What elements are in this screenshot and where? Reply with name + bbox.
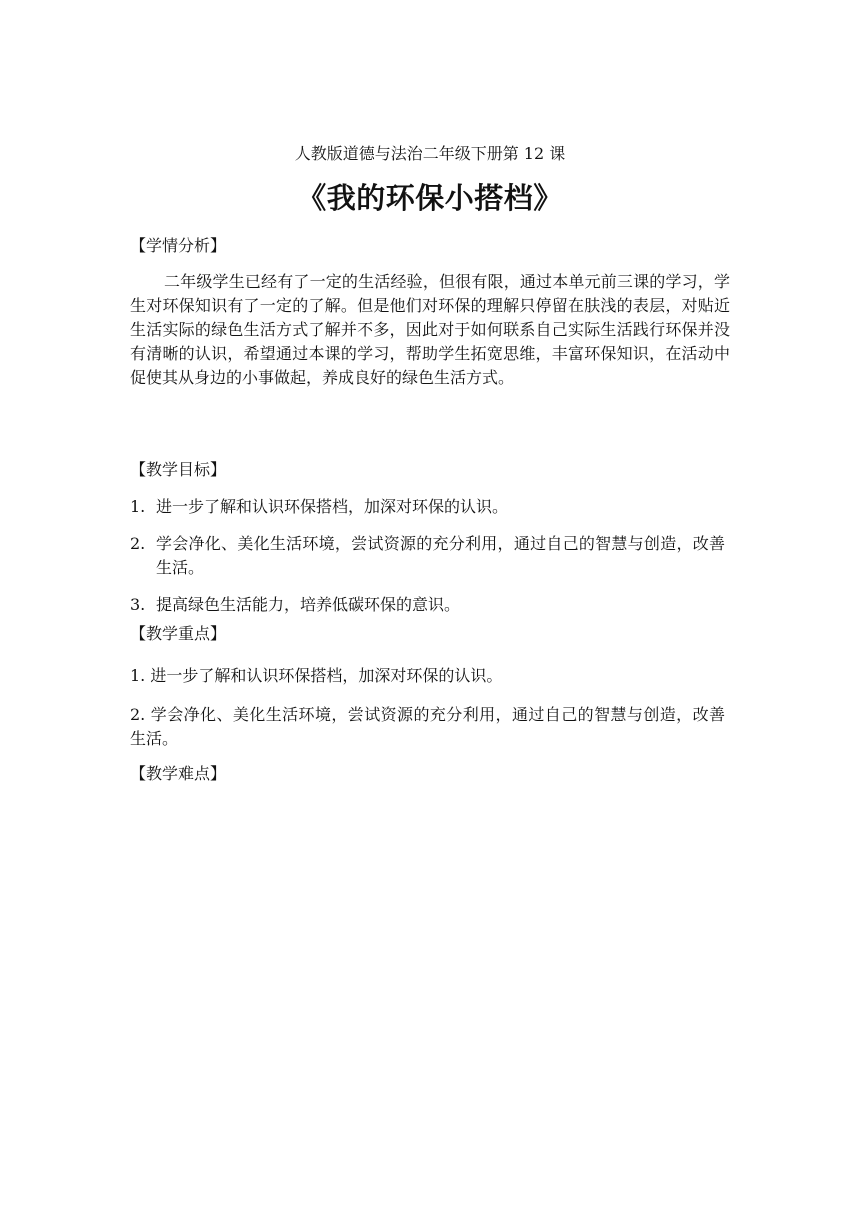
goal-item-1 [130,495,725,519]
goal-text-1: 进一步了解和认识环保搭档，加深对环保的认识。 [156,497,509,516]
goal-number-3: 3. [130,595,146,614]
section-heading-analysis: 【学情分析】 [130,236,227,255]
goal-number-2: 2. [130,534,146,553]
section-heading-key-points: 【教学重点】 [130,624,227,643]
section-heading-difficulties: 【教学难点】 [130,764,227,783]
lesson-title: 《我的环保小搭档》 [297,181,563,215]
goal-text-3: 提高绿色生活能力，培养低碳环保的意识。 [156,595,461,614]
goal-item-3 [130,593,725,617]
key-point-item-1: 1. 进一步了解和认识环保搭档，加深对环保的认识。 [130,666,503,685]
goal-text-2: 学会净化、美化生活环境，尝试资源的充分利用，通过自己的智慧与创造，改善生活。 [156,534,725,577]
analysis-paragraph: 二年级学生已经有了一定的生活经验，但很有限，通过本单元前三课的学习，学生对环保知识有了一定的了解。但是他们对环保的理解只停留在肤浅的表层，对贴近生活实际的绿色生活方式了解并不多，因此对于如何联系自己实际生活践行环保并没有清晰的认识，希望通过本课的学习，帮助学生拓宽思维，丰富环保知识，在活动中促使其从身边的小事做起，养成良好的绿色生活方式。 [130,272,730,387]
goal-number-1: 1. [130,497,146,516]
goal-item-2 [130,532,725,580]
key-point-item-2: 2. 学会净化、美化生活环境，尝试资源的充分利用，通过自己的智慧与创造，改善生活。 [130,705,725,748]
lesson-subtitle: 人教版道德与法治二年级下册第 12 课 [294,144,566,163]
section-heading-goals: 【教学目标】 [130,460,227,479]
